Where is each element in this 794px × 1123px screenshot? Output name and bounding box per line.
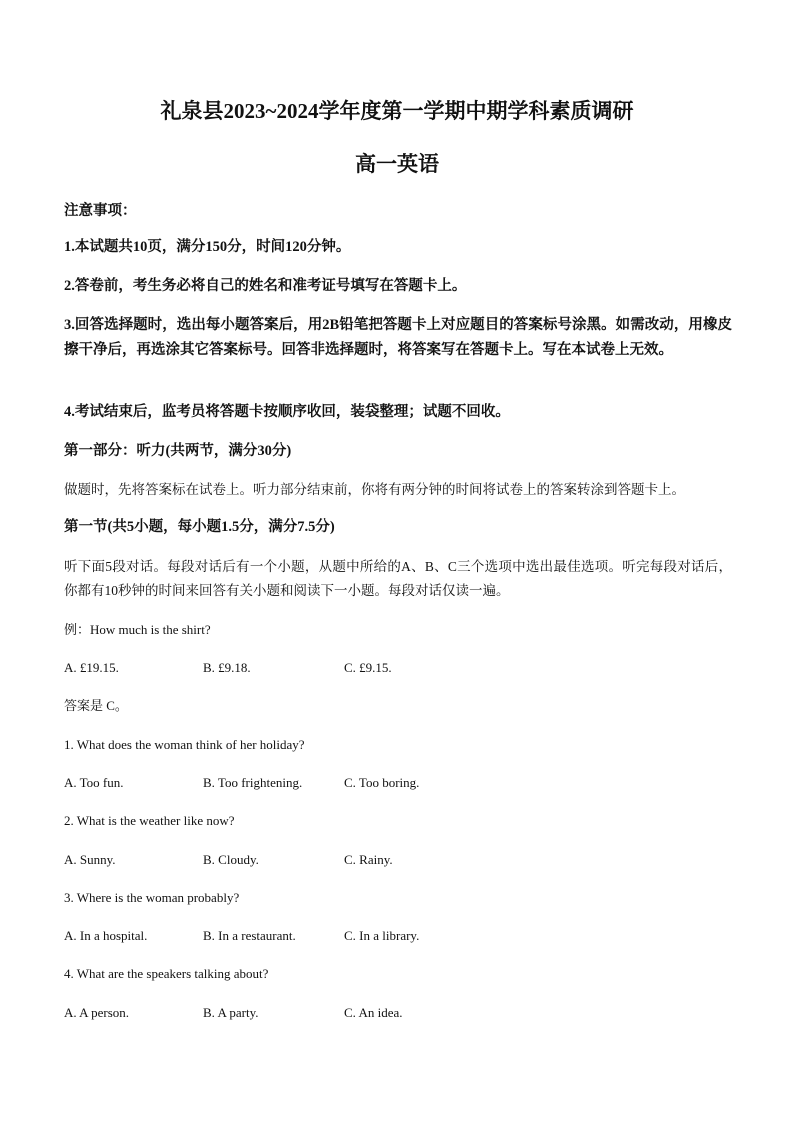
exam-subtitle: 高一英语: [355, 152, 439, 176]
question-1-option-c: C. Too boring.: [344, 775, 420, 790]
notice-heading: 注意事项：: [64, 203, 137, 219]
question-3-option-a: A. In a hospital.: [64, 928, 148, 943]
section1-heading: 第一节(共5小题，每小题1.5分，满分7.5分): [64, 519, 335, 535]
question-1: 1. What does the woman think of her holiday?: [64, 737, 305, 752]
question-2: 2. What is the weather like now?: [64, 813, 235, 828]
example-answer: 答案是 C。: [64, 698, 128, 713]
question-4-option-c: C. An idea.: [344, 1005, 403, 1020]
example-question: 例：How much is the shirt?: [64, 622, 211, 637]
question-1-option-b: B. Too frightening.: [203, 775, 303, 790]
question-2-option-b: B. Cloudy.: [203, 852, 259, 867]
part1-instruction: 做题时，先将答案标在试卷上。听力部分结束前，你将有两分钟的时间将试卷上的答案转涂到答题卡上。: [64, 482, 685, 497]
example-option-a: A. £19.15.: [64, 660, 119, 675]
question-2-option-c: C. Rainy.: [344, 852, 393, 867]
question-3-option-b: B. In a restaurant.: [203, 928, 296, 943]
notice-item-3: 3.回答选择题时，选出每小题答案后，用2B铅笔把答题卡上对应题目的答案标号涂黑。如需改动，用橡皮擦干净后，再选涂其它答案标号。回答非选择题时，将答案写在答题卡上。写在本试卷上无效。: [64, 317, 732, 358]
part1-heading: 第一部分：听力(共两节，满分30分): [64, 443, 292, 459]
question-4: 4. What are the speakers talking about?: [64, 966, 269, 981]
question-1-option-a: A. Too fun.: [64, 775, 124, 790]
notice-item-2: 2.答卷前，考生务必将自己的姓名和准考证号填写在答题卡上。: [64, 278, 467, 294]
exam-title: 礼泉县2023~2024学年度第一学期中期学科素质调研: [160, 99, 634, 123]
example-option-b: B. £9.18.: [203, 660, 251, 675]
notice-item-4: 4.考试结束后，监考员将答题卡按顺序收回，装袋整理；试题不回收。: [64, 404, 510, 420]
example-option-c: C. £9.15.: [344, 660, 392, 675]
question-4-option-a: A. A person.: [64, 1005, 129, 1020]
notice-item-1: 1.本试题共10页，满分150分，时间120分钟。: [64, 239, 351, 255]
section1-instruction: 听下面5段对话。每段对话后有一个小题，从题中所给的A、B、C三个选项中选出最佳选项。听完每段对话后，你都有10秒钟的时间来回答有关小题和阅读下一小题。每段对话仅读一遍。: [64, 559, 732, 598]
question-3: 3. Where is the woman probably?: [64, 890, 240, 905]
question-2-option-a: A. Sunny.: [64, 852, 116, 867]
question-4-option-b: B. A party.: [203, 1005, 259, 1020]
question-3-option-c: C. In a library.: [344, 928, 420, 943]
